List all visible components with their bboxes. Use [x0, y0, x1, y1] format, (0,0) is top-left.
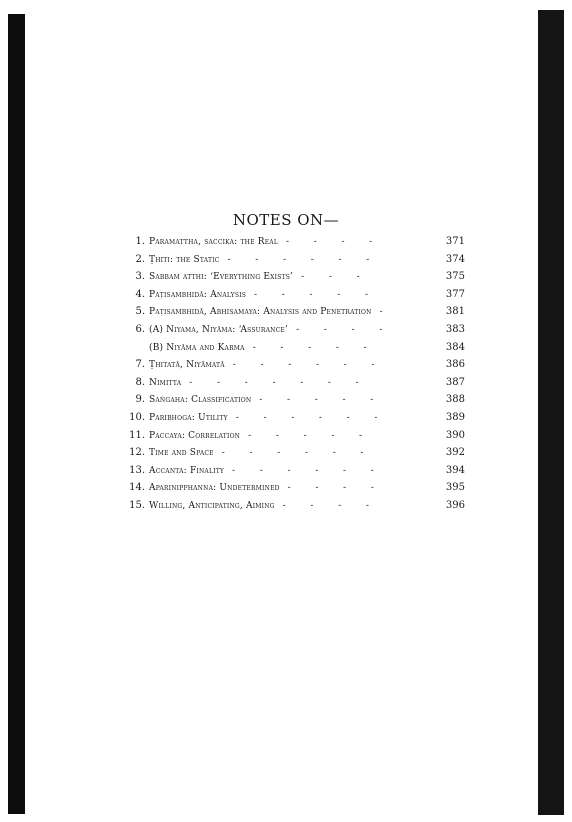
- toc-entry-page: 395: [445, 482, 465, 494]
- toc-entry-title: Saṅgaha: Classification - - - - -: [149, 395, 374, 406]
- toc-entry-title: Nimitta - - - - - - -: [149, 377, 359, 388]
- page-edge-shadow-right: [538, 10, 564, 815]
- toc-entry: [123, 254, 465, 272]
- toc-leader-dashes: - - - - -: [259, 395, 374, 406]
- toc-entry-page: 377: [445, 288, 465, 300]
- toc-entry-title: Paccaya: Correlation - - - - -: [149, 430, 363, 441]
- toc-entry-page: 374: [445, 253, 465, 265]
- toc-leader-dashes: - - - - - - -: [189, 377, 359, 388]
- toc-entry-title: Ṭhiti: the Static - - - - - -: [149, 254, 370, 265]
- toc-entry-number: 5.: [135, 306, 145, 318]
- toc-entry-page: 396: [445, 499, 465, 511]
- toc-entry: [123, 500, 465, 518]
- toc-entry-page: 394: [445, 464, 465, 476]
- toc-leader-dashes: - - - -: [287, 483, 375, 494]
- toc-entry-number: 7.: [135, 359, 145, 371]
- page-title: NOTES ON—: [232, 211, 340, 229]
- toc-leader-dashes: - - - -: [282, 500, 370, 511]
- toc-leader-dashes: - - - - -: [248, 430, 363, 441]
- toc-entry: [123, 271, 465, 289]
- toc-entry-number: 8.: [135, 376, 145, 388]
- toc-entry-number: 11.: [129, 429, 145, 441]
- page-edge-shadow-left: [8, 14, 25, 814]
- toc-leader-dashes: - - - -: [286, 237, 373, 247]
- toc-entry: [123, 359, 465, 377]
- toc-leader-dashes: - - - - - -: [235, 412, 378, 423]
- toc-entry-page: 384: [445, 341, 465, 353]
- toc-entry-title: Ṭhitatā, Niyāmatā - - - - - -: [149, 360, 375, 371]
- toc-entry-page: 371: [445, 236, 465, 247]
- toc-entry-number: 2.: [135, 253, 145, 265]
- toc-entry-title: Aparinipphanna: Undetermined - - - -: [149, 483, 375, 494]
- toc-entry: [123, 482, 465, 500]
- toc-leader-dashes: - - - - -: [252, 342, 367, 353]
- toc-entry: [123, 465, 465, 483]
- toc-entry-number: 10.: [129, 411, 145, 423]
- table-of-contents: [123, 236, 465, 518]
- toc-entry-title: (A) Niyama, Niyāma: ‘Assurance’ - - - -: [149, 324, 383, 335]
- toc-entry: [123, 430, 465, 448]
- toc-entry-number: 6.: [135, 323, 145, 335]
- toc-entry-title: Paramattha, saccika: the Real - - - -: [149, 237, 373, 247]
- toc-entry-page: 386: [445, 359, 465, 371]
- toc-entry-page: 381: [445, 306, 465, 318]
- toc-entry-title: Accanta: Finality - - - - - -: [149, 465, 374, 476]
- toc-leader-dashes: - - - - - -: [232, 465, 374, 476]
- toc-leader-dashes: - - - - - -: [232, 360, 375, 371]
- toc-entry-title: Time and Space - - - - - -: [149, 448, 364, 459]
- toc-entry-page: 383: [445, 323, 465, 335]
- toc-entry-number: 15.: [129, 499, 145, 511]
- toc-entry-page: 375: [445, 271, 465, 283]
- toc-entry-number: 12.: [129, 447, 145, 459]
- toc-entry-title: Paṭisambhidā: Analysis - - - - -: [149, 289, 369, 300]
- toc-leader-dashes: - - - -: [296, 324, 383, 335]
- toc-entry: [123, 342, 465, 360]
- toc-leader-dashes: - - - - - -: [221, 448, 364, 459]
- toc-entry-page: 389: [445, 411, 465, 423]
- toc-entry-title: Willing, Anticipating, Aiming - - - -: [149, 500, 370, 511]
- toc-entry-title: Paṭisambhidā, Abhisamaya: Analysis and Penetration -: [149, 307, 383, 318]
- toc-leader-dashes: - - - - - -: [227, 254, 370, 265]
- toc-entry-number: 3.: [135, 271, 145, 283]
- toc-entry: [123, 394, 465, 412]
- toc-entry-page: 392: [445, 447, 465, 459]
- toc-entry-number: 1.: [135, 236, 145, 247]
- toc-entry-title: (B) Niyāma and Karma - - - - -: [149, 342, 367, 353]
- toc-entry: [123, 236, 465, 254]
- toc-entry: [123, 306, 465, 324]
- toc-entry-number: 13.: [129, 464, 145, 476]
- toc-entry-number: 14.: [129, 482, 145, 494]
- toc-entry: [123, 377, 465, 395]
- toc-entry-title: Paribhoga: Utility - - - - - -: [149, 412, 378, 423]
- toc-entry-title: Sabbam atthi: ‘Everything Exists’ - - -: [149, 272, 360, 283]
- toc-entry-number: 4.: [135, 288, 145, 300]
- toc-entry-page: 390: [445, 429, 465, 441]
- toc-entry-number: 9.: [135, 394, 145, 406]
- toc-entry: [123, 324, 465, 342]
- toc-entry-page: 387: [445, 376, 465, 388]
- toc-entry: [123, 412, 465, 430]
- toc-leader-dashes: - - -: [301, 272, 360, 283]
- toc-entry-page: 388: [445, 394, 465, 406]
- toc-leader-dashes: - - - - -: [254, 289, 369, 300]
- toc-leader-dashes: -: [379, 307, 383, 318]
- toc-entry: [123, 289, 465, 307]
- toc-entry: [123, 447, 465, 465]
